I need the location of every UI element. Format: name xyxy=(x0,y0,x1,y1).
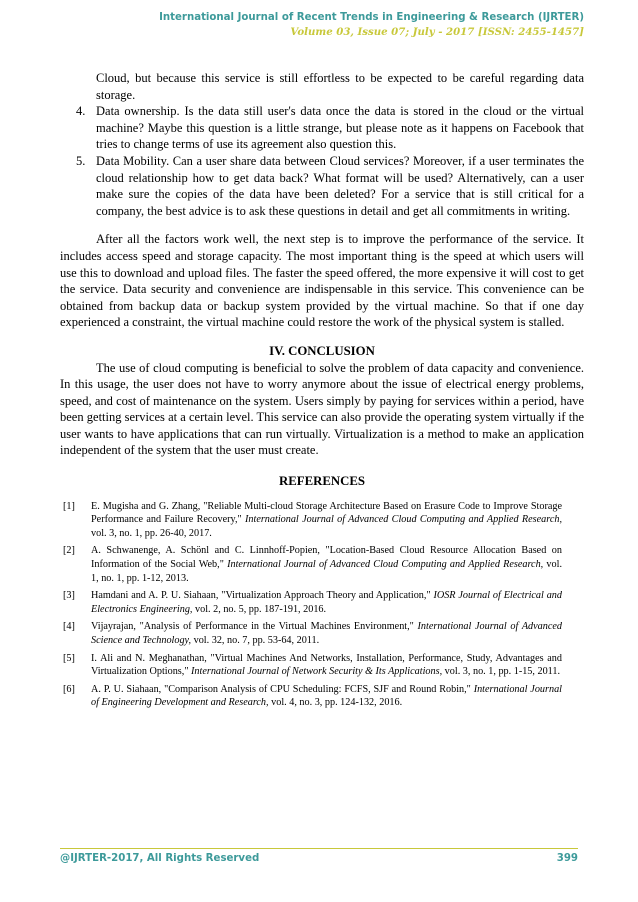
reference-text xyxy=(91,589,584,616)
reference-journal: International Journal of Advanced Cloud Computing and Applied Research, xyxy=(227,559,544,571)
reference-entry xyxy=(60,589,584,616)
reference-details: vol. 1, no. 1, pp. 1-12, 2013. xyxy=(91,559,562,584)
reference-journal: International Journal of Advanced Science and Technology, xyxy=(91,621,562,646)
reference-text xyxy=(91,652,584,679)
list-item-4 xyxy=(60,103,584,153)
reference-number: [6] xyxy=(63,683,75,695)
reference-journal: International Journal of Engineering Development and Research, xyxy=(91,683,562,709)
reference-details: vol. 2, no. 5, pp. 187-191, 2016. xyxy=(192,603,327,615)
reference-entry xyxy=(60,652,584,679)
reference-journal: IOSR Journal of Electrical and Electronics Engineering, xyxy=(91,590,562,615)
reference-authors-title: A. Schwanenge, A. Schönl and C. Linnhoff-Popien, "Location-Based Cloud Resource Allocation Based on Information of the Social Web," xyxy=(91,545,562,571)
section-heading-conclusion: IV. CONCLUSION xyxy=(269,343,375,358)
reference-details: vol. 4, no. 3, pp. 124-132, 2016. xyxy=(268,697,403,709)
list-item-5 xyxy=(60,153,584,219)
reference-text xyxy=(91,544,584,585)
page-body xyxy=(60,70,584,714)
reference-number: [3] xyxy=(63,590,75,602)
list-text: Data Mobility. Can a user share data between Cloud services? Moreover, if a user terminates the cloud relationship how to get data back? What format will be used? Alternatively, can a user make sure the copies of the data have been deleted? For a service that is still critical for a company, the best advice is to ask these questions in detail and get all commitments in writing. xyxy=(96,153,584,218)
list-number: 5. xyxy=(76,153,86,168)
copyright-notice: @IJRTER-2017, All Rights Reserved xyxy=(60,853,260,864)
reference-number: [1] xyxy=(63,500,75,512)
volume-info: Volume 03, Issue 07; July - 2017 [ISSN: 2455-1457] xyxy=(290,26,584,38)
reference-number: [4] xyxy=(63,621,75,633)
reference-entry xyxy=(60,620,584,647)
reference-list xyxy=(60,500,584,710)
reference-number: [2] xyxy=(63,545,75,557)
references-heading: REFERENCES xyxy=(278,474,366,489)
reference-text xyxy=(91,620,584,647)
reference-journal: International Journal of Network Security & Its Applications, xyxy=(191,666,443,678)
reference-details: vol. 3, no. 1, pp. 26-40, 2017. xyxy=(91,527,212,539)
reference-number: [5] xyxy=(63,652,75,664)
reference-authors-title: E. Mugisha and G. Zhang, "Reliable Multi-cloud Storage Architecture Based on Erasure Code to Improve Storage Performance and Failure Recovery," xyxy=(91,500,562,526)
footer-divider xyxy=(60,848,578,849)
reference-authors-title: Hamdani and A. P. U. Siahaan, "Virtualization Approach Theory and Application," xyxy=(91,590,434,602)
list-text: Data ownership. Is the data still user's data once the data is stored in the cloud or the virtual machine? Maybe this question is a little strange, but please note as it happens on Facebook that tries to change terms of use its agreement also question this. xyxy=(96,104,584,152)
reference-details: vol. 32, no. 7, pp. 53-64, 2011. xyxy=(191,635,320,646)
running-header xyxy=(159,10,584,40)
reference-entry xyxy=(60,500,584,541)
reference-authors-title: I. Ali and N. Meghanathan, "Virtual Machines And Networks, Installation, Performance, Study, Advantages and Virtualization Options," xyxy=(91,652,562,678)
journal-title: International Journal of Recent Trends in Engineering & Research (IJRTER) xyxy=(159,12,584,23)
list-number: 4. xyxy=(76,104,86,119)
reference-text xyxy=(91,500,584,541)
body-paragraph: After all the factors work well, the next step is to improve the performance of the service. It includes access speed and storage capacity. The most important thing is the speed at which users will use this to download and upload files. The faster the speed offered, the more expensive it will cost to get the service. Data security and convenience are indispensable in this service. This convenience can be obtained from backup data or backup system provided by the virtual machine. So that if one day experienced a constraint, the virtual machine could restore the work of the physical system is stalled. xyxy=(60,232,584,330)
conclusion-paragraph: The use of cloud computing is beneficial to solve the problem of data capacity and convenience. In this usage, the user does not have to worry anymore about the issue of electrical energy problems, speed, and cost of maintenance on the system. Users simply by paying for services within a period, have been getting services at a certain level. This service can also provide the operating system virtually if the user wants to have applications that can run virtually. Virtualization is a method to make an application independent of the system that the user must create. xyxy=(60,360,584,458)
page-footer xyxy=(60,853,578,864)
reference-text xyxy=(91,683,584,710)
reference-authors-title: Vijayrajan, "Analysis of Performance in the Virtual Machines Environment," xyxy=(91,621,418,633)
page-number: 399 xyxy=(556,853,578,864)
reference-details: vol. 3, no. 1, pp. 1-15, 2011. xyxy=(442,666,561,678)
reference-entry xyxy=(60,544,584,585)
list-item-continuation: Cloud, but because this service is still effortless to be expected to be careful regarding data storage. xyxy=(96,71,584,102)
reference-entry xyxy=(60,683,584,710)
reference-authors-title: A. P. U. Siahaan, "Comparison Analysis of CPU Scheduling: FCFS, SJF and Round Robin," xyxy=(91,683,474,695)
reference-journal: International Journal of Advanced Cloud Computing and Applied Research, xyxy=(245,514,563,526)
